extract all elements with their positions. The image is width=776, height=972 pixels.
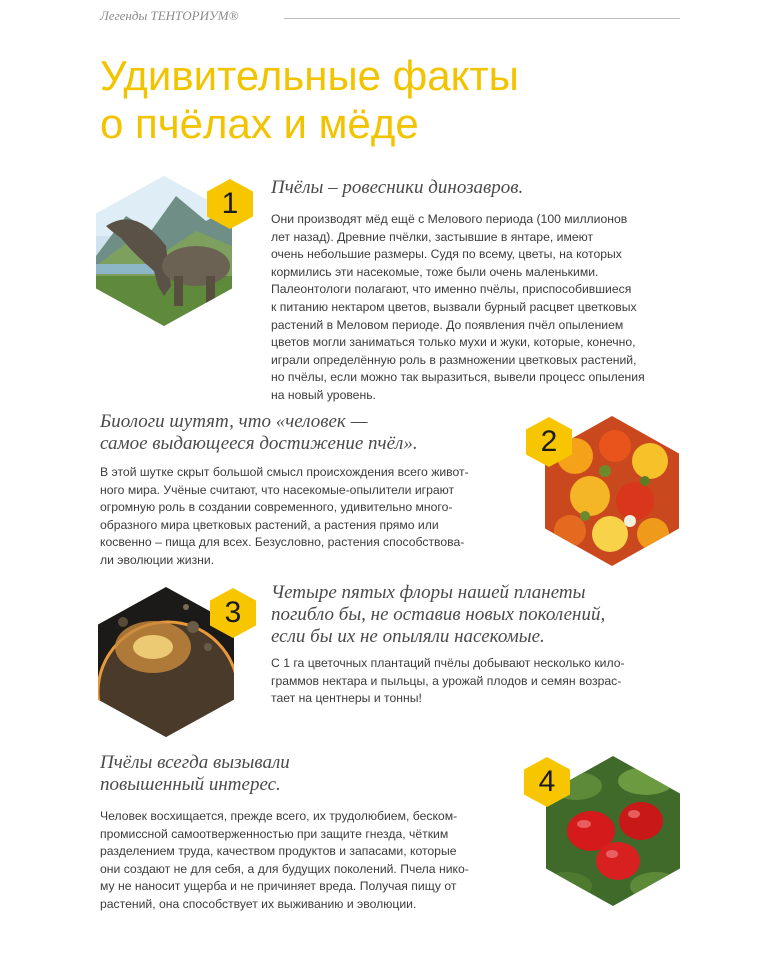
title-line-2: о пчёлах и мёде <box>100 100 419 147</box>
section-4-heading: Пчёлы всегда вызывали повышенный интерес. <box>100 752 290 795</box>
section-3-body: С 1 га цветочных плантаций пчёлы добывают несколько кило- граммов нектара и пыльцы, а урожай плодов и семян возрас- тает на центнеры и тонны! <box>271 656 625 706</box>
title-line-1: Удивительные факты <box>100 52 519 99</box>
section-number-badge: 2 <box>526 417 572 467</box>
section-number-badge: 1 <box>207 179 253 229</box>
running-header: Легенды ТЕНТОРИУМ® <box>100 8 239 23</box>
section-1-heading: Пчёлы – ровесники динозавров. <box>271 177 524 198</box>
section-4-body: Человек восхищается, прежде всего, их трудолюбием, беском- промиссной самоотверженностью при защите гнезда, чётким разделением труда, качеством продуктов и запасами, которые они создают не для себя, а для будущих поколений. Пчела нико- му не наносит ущерба и не причиняет вреда. Получая пищу от растений, она способствует их выживанию и эволюции. <box>100 809 469 911</box>
page-title <box>100 52 519 148</box>
section-3-heading: Четыре пятых флоры нашей планеты погибло бы, не оставив новых поколений, если бы их не опыляли насекомые. <box>271 582 606 647</box>
header-rule <box>284 18 680 19</box>
section-2-heading: Биологи шутят, что «человек — самое выдающееся достижение пчёл». <box>100 411 418 454</box>
section-2-body: В этой шутке скрыт большой смысл происхождения всего живот- ного мира. Учёные считают, что насекомые-опылители играют огромную роль в создании современного, удивительно много- образного мира цветковых растений, а растения прямо или косвенно – пища для всех. Безусловно, растения способствова- ли эволюции жизни. <box>100 465 469 567</box>
section-number-badge: 4 <box>524 757 570 807</box>
section-1-body: Они производят мёд ещё с Мелового периода (100 миллионов лет назад). Древние пчёлки, застывшие в янтаре, имеют очень небольшие размеры. Судя по всему, цветы, на которых кормились эти насекомые, тоже были очень маленькими. Палеонтологи полагают, что именно пчёлы, приспособившиеся к питанию нектаром цветов, вызвали бурный расцвет цветковых растений в Меловом периоде. До появления пчёл опылением цветов могли заниматься только мухи и жуки, которые, конечно, играли определённую роль в размножении цветковых растений, но пчёлы, если можно так выразиться, вывели процесс опыления на новый уровень. <box>271 212 645 402</box>
section-number-badge: 3 <box>210 588 256 638</box>
